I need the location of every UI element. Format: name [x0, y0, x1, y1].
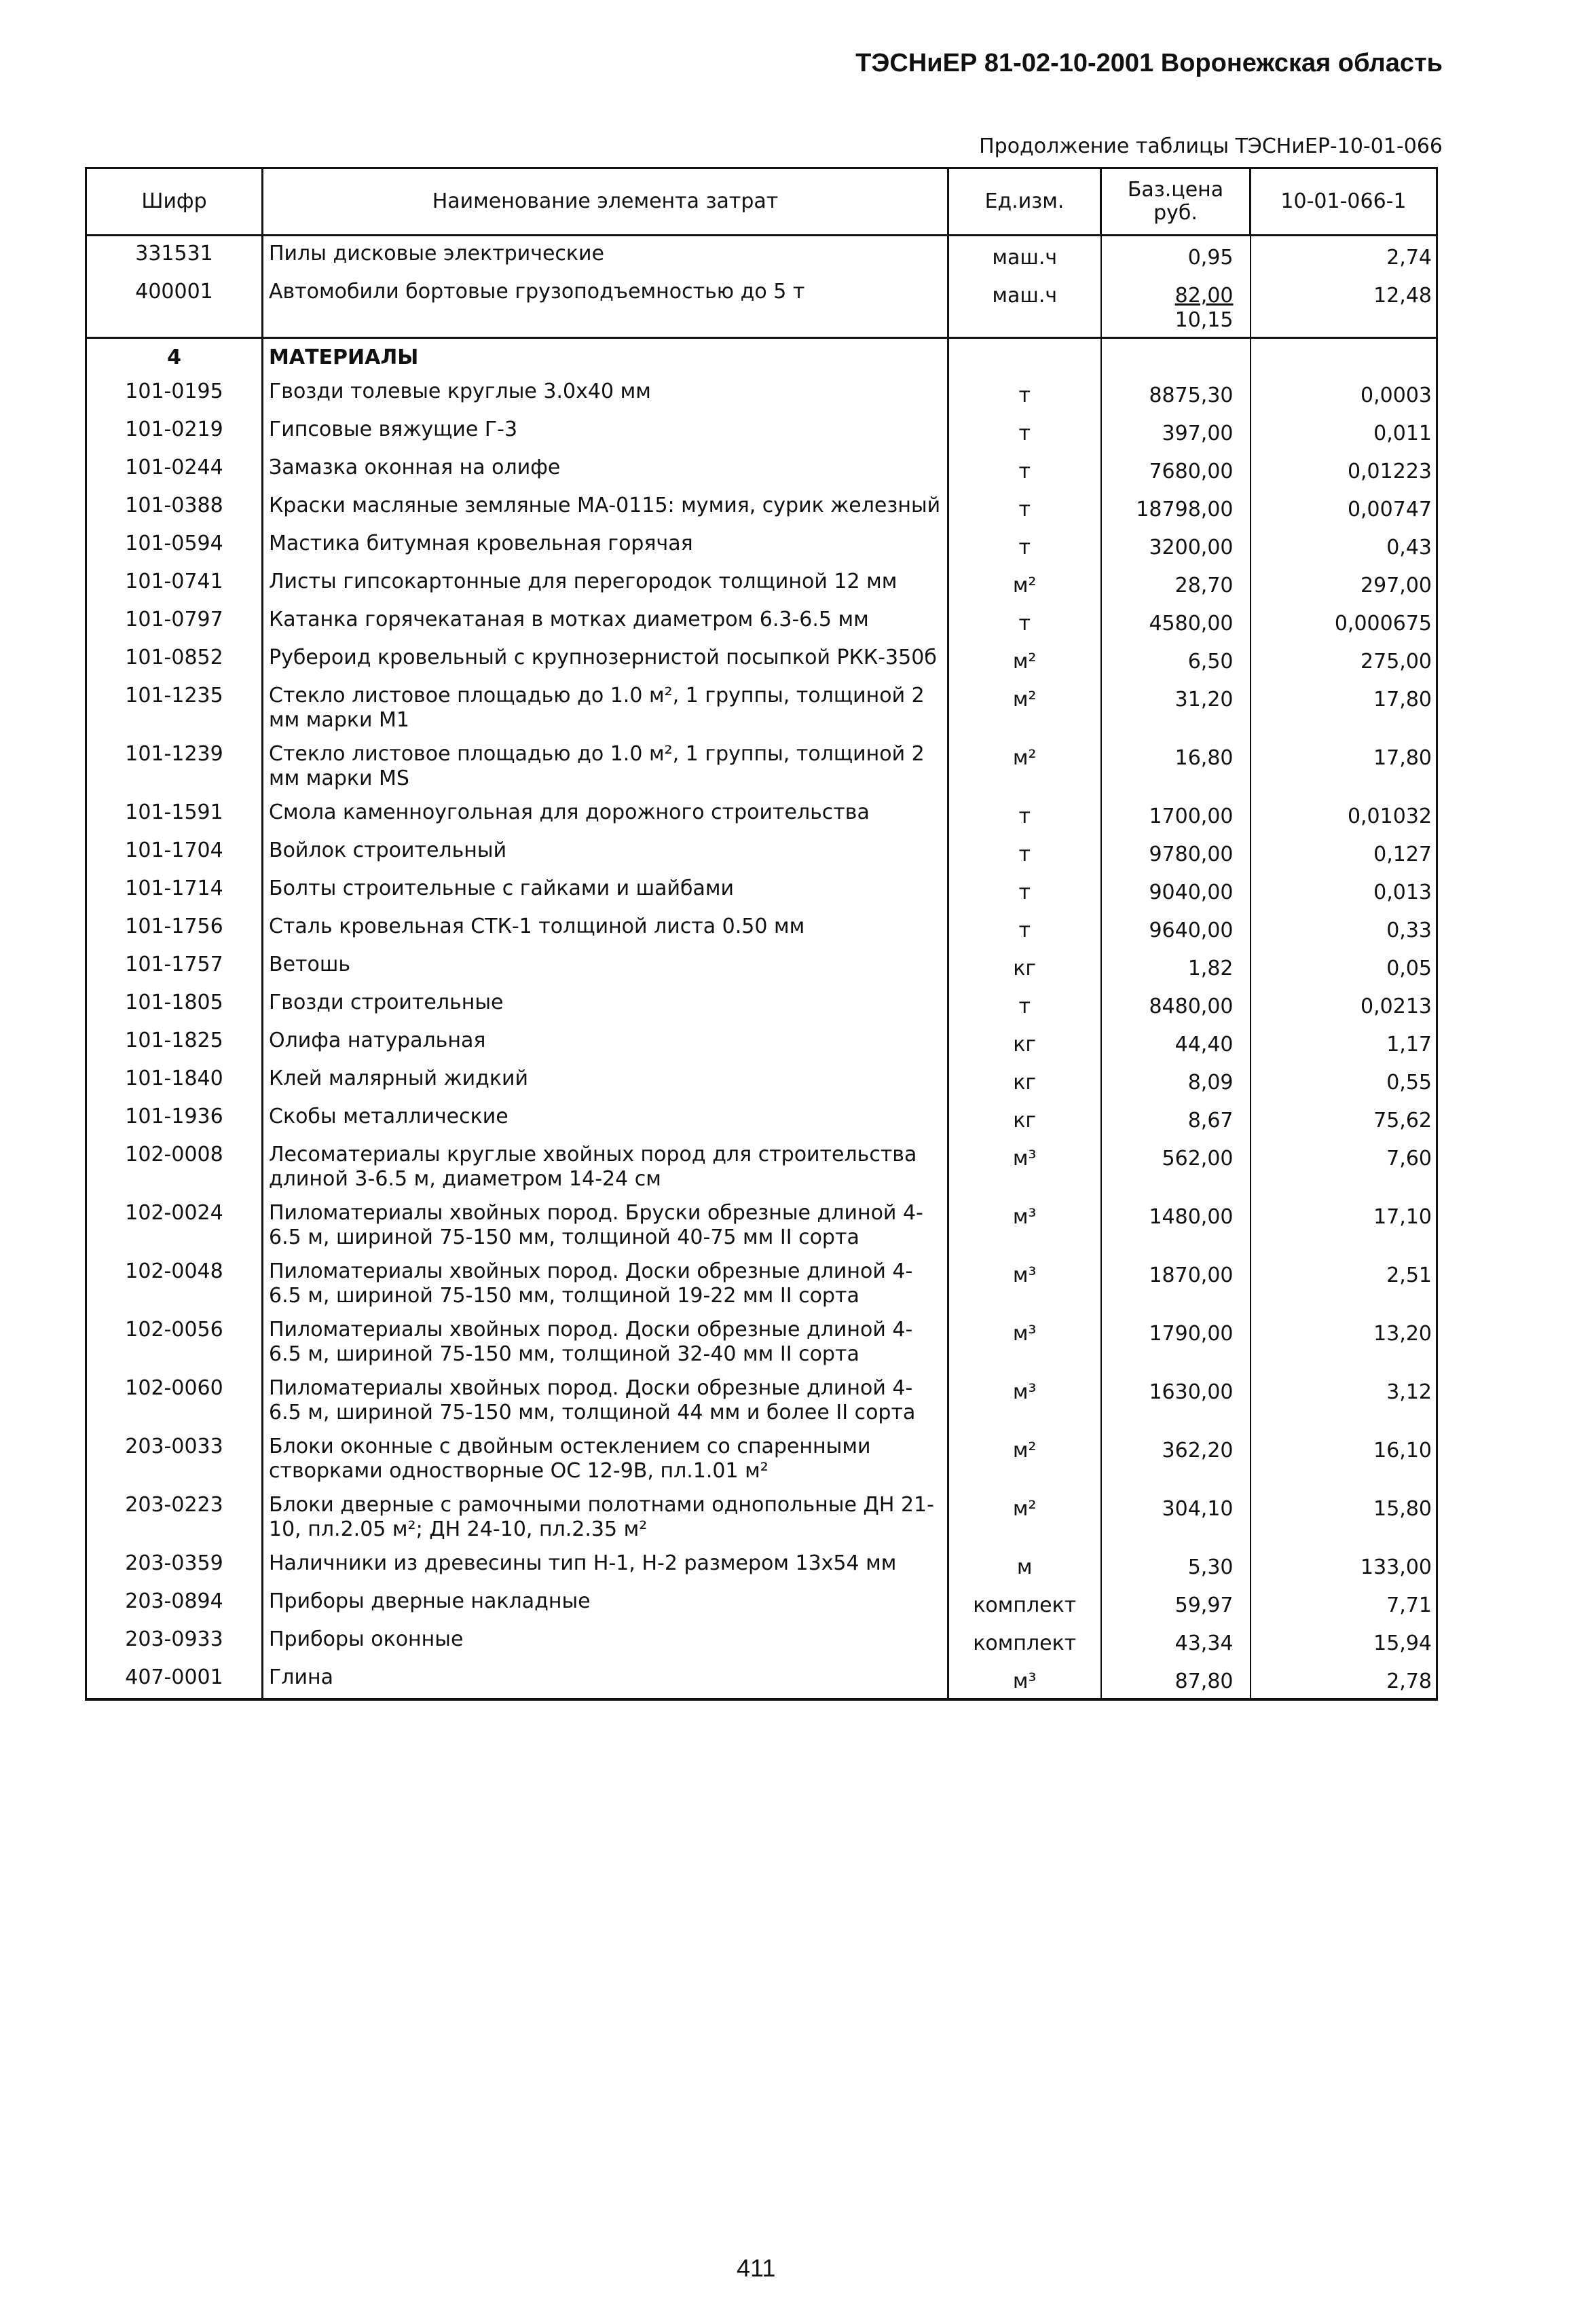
- cell-name: Скобы металлические: [263, 1099, 948, 1137]
- cell-price: 1,82: [1101, 947, 1251, 985]
- table-row: [86, 1660, 1437, 1699]
- table-row: [86, 947, 1437, 985]
- cell-unit: м³: [948, 1254, 1101, 1312]
- cell-unit: т: [948, 374, 1101, 412]
- section-row: [86, 338, 1437, 375]
- cell-unit: м³: [948, 1137, 1101, 1196]
- cell-value: 3,12: [1251, 1371, 1437, 1429]
- cell-unit: т: [948, 488, 1101, 526]
- table-row: [86, 236, 1437, 275]
- cell-name: Пилы дисковые электрические: [263, 236, 948, 275]
- cell-unit: кг: [948, 1099, 1101, 1137]
- table-row: [86, 1584, 1437, 1622]
- cell-price: 0,95: [1101, 236, 1251, 275]
- cell-value: 17,80: [1251, 737, 1437, 795]
- cell-unit: м: [948, 1546, 1101, 1584]
- cell-code: 101-1591: [86, 795, 263, 833]
- cell-name: Приборы оконные: [263, 1622, 948, 1660]
- column-header-unit: Ед.изм.: [948, 168, 1101, 236]
- cell-code: 101-0594: [86, 526, 263, 564]
- table-continuation-note: Продолжение таблицы ТЭСНиЕР-10-01-066: [979, 134, 1443, 158]
- cell-price: 28,70: [1101, 564, 1251, 602]
- cell-code: 203-0033: [86, 1429, 263, 1488]
- cell-price: 8,09: [1101, 1061, 1251, 1099]
- cell-value: 0,000675: [1251, 602, 1437, 640]
- cell-unit: т: [948, 871, 1101, 909]
- table-row: [86, 1254, 1437, 1312]
- cell-name: Пиломатериалы хвойных пород. Бруски обрезные длиной 4-6.5 м, шириной 75-150 мм, толщиной 40-75 мм II сорта: [263, 1196, 948, 1254]
- cell-value: 7,60: [1251, 1137, 1437, 1196]
- cell-value: 17,10: [1251, 1196, 1437, 1254]
- cell-code: 101-0244: [86, 450, 263, 488]
- cell-name: Краски масляные земляные МА-0115: мумия, сурик железный: [263, 488, 948, 526]
- cell-name: Лесоматериалы круглые хвойных пород для строительства длиной 3-6.5 м, диаметром 14-24 см: [263, 1137, 948, 1196]
- cell-unit: маш.ч: [948, 274, 1101, 338]
- cell-code: 102-0056: [86, 1312, 263, 1371]
- column-header-name: Наименование элемента затрат: [263, 168, 948, 236]
- cell-price: 1630,00: [1101, 1371, 1251, 1429]
- table-row: [86, 274, 1437, 338]
- cell-price: 8,67: [1101, 1099, 1251, 1137]
- cell-code: 101-0741: [86, 564, 263, 602]
- cell-price: 18798,00: [1101, 488, 1251, 526]
- cell-value: 17,80: [1251, 678, 1437, 737]
- table-row: [86, 871, 1437, 909]
- cell-name: Гвозди толевые круглые 3.0х40 мм: [263, 374, 948, 412]
- cell-name: Болты строительные с гайками и шайбами: [263, 871, 948, 909]
- table-row: [86, 1546, 1437, 1584]
- table-row: [86, 833, 1437, 871]
- cell-price: 59,97: [1101, 1584, 1251, 1622]
- cell-value: 12,48: [1251, 274, 1437, 338]
- cell-unit: т: [948, 909, 1101, 947]
- cell-name: Приборы дверные накладные: [263, 1584, 948, 1622]
- cell-value: 15,94: [1251, 1622, 1437, 1660]
- cell-price: [1101, 338, 1251, 375]
- cell-value: 2,78: [1251, 1660, 1437, 1699]
- table-row: [86, 1622, 1437, 1660]
- cell-unit: комплект: [948, 1622, 1101, 1660]
- cell-code: 400001: [86, 274, 263, 338]
- table-body: [86, 236, 1437, 1700]
- table-row: [86, 678, 1437, 737]
- cell-name: Автомобили бортовые грузоподъемностью до 5 т: [263, 274, 948, 338]
- cell-price: 44,40: [1101, 1023, 1251, 1061]
- cell-value: 2,51: [1251, 1254, 1437, 1312]
- cell-unit: м²: [948, 1488, 1101, 1546]
- table-row: [86, 985, 1437, 1023]
- cell-code: 101-1840: [86, 1061, 263, 1099]
- table-row: [86, 602, 1437, 640]
- cell-unit: м²: [948, 737, 1101, 795]
- cell-price: 1480,00: [1101, 1196, 1251, 1254]
- cell-value: 0,01223: [1251, 450, 1437, 488]
- cell-price: 4580,00: [1101, 602, 1251, 640]
- cell-code: 203-0894: [86, 1584, 263, 1622]
- cell-code: 102-0060: [86, 1371, 263, 1429]
- cell-value: 0,05: [1251, 947, 1437, 985]
- cell-code: 101-1235: [86, 678, 263, 737]
- cell-unit: комплект: [948, 1584, 1101, 1622]
- cell-name: Пиломатериалы хвойных пород. Доски обрезные длиной 4-6.5 м, шириной 75-150 мм, толщиной 19-22 мм II сорта: [263, 1254, 948, 1312]
- cell-code: 101-0219: [86, 412, 263, 450]
- cell-price: 9640,00: [1101, 909, 1251, 947]
- cell-code: 101-1825: [86, 1023, 263, 1061]
- cell-value: 133,00: [1251, 1546, 1437, 1584]
- cell-unit: м²: [948, 678, 1101, 737]
- cell-value: 0,127: [1251, 833, 1437, 871]
- cell-value: 0,00747: [1251, 488, 1437, 526]
- cell-name: Клей малярный жидкий: [263, 1061, 948, 1099]
- cell-name: Пиломатериалы хвойных пород. Доски обрезные длиной 4-6.5 м, шириной 75-150 мм, толщиной 44 мм и более II сорта: [263, 1371, 948, 1429]
- cell-value: 1,17: [1251, 1023, 1437, 1061]
- table-row: [86, 1488, 1437, 1546]
- cell-code: 101-0797: [86, 602, 263, 640]
- cell-unit: т: [948, 526, 1101, 564]
- cell-code: 101-0195: [86, 374, 263, 412]
- table-row: [86, 640, 1437, 678]
- cell-value: 75,62: [1251, 1099, 1437, 1137]
- cell-unit: т: [948, 602, 1101, 640]
- table-row: [86, 374, 1437, 412]
- cell-code: 102-0008: [86, 1137, 263, 1196]
- cell-name: Смола каменноугольная для дорожного строительства: [263, 795, 948, 833]
- cell-name: Замазка оконная на олифе: [263, 450, 948, 488]
- table-row: [86, 450, 1437, 488]
- column-header-code: Шифр: [86, 168, 263, 236]
- cell-unit: м³: [948, 1312, 1101, 1371]
- cell-value: 15,80: [1251, 1488, 1437, 1546]
- cell-value: 0,013: [1251, 871, 1437, 909]
- table-row: [86, 737, 1437, 795]
- cell-value: 0,0213: [1251, 985, 1437, 1023]
- cell-unit: т: [948, 795, 1101, 833]
- cell-name: Рубероид кровельный с крупнозернистой посыпкой РКК-350б: [263, 640, 948, 678]
- cell-unit: т: [948, 412, 1101, 450]
- cell-code: 331531: [86, 236, 263, 275]
- cell-price: 31,20: [1101, 678, 1251, 737]
- cell-price: 43,34: [1101, 1622, 1251, 1660]
- cell-code: 101-1714: [86, 871, 263, 909]
- resource-table: [85, 167, 1438, 1701]
- cell-unit: м³: [948, 1660, 1101, 1699]
- cell-name: Листы гипсокартонные для перегородок толщиной 12 мм: [263, 564, 948, 602]
- cell-name: Мастика битумная кровельная горячая: [263, 526, 948, 564]
- cell-price: 9780,00: [1101, 833, 1251, 871]
- table-row: [86, 1312, 1437, 1371]
- cell-value: 275,00: [1251, 640, 1437, 678]
- cell-code: 203-0933: [86, 1622, 263, 1660]
- cell-name: Блоки оконные с двойным остеклением со спаренными створками одностворные ОС 12-9В, пл.1.01 м²: [263, 1429, 948, 1488]
- cell-code: 101-0852: [86, 640, 263, 678]
- table-header: [86, 168, 1437, 236]
- cell-unit: маш.ч: [948, 236, 1101, 275]
- table-row: [86, 1196, 1437, 1254]
- table-row: [86, 909, 1437, 947]
- cell-value: [1251, 338, 1437, 375]
- cell-unit: м³: [948, 1371, 1101, 1429]
- cell-unit: кг: [948, 1061, 1101, 1099]
- cell-name: Гипсовые вяжущие Г-3: [263, 412, 948, 450]
- cell-name: Блоки дверные с рамочными полотнами однопольные ДН 21-10, пл.2.05 м²; ДН 24-10, пл.2.35 м²: [263, 1488, 948, 1546]
- cell-value: 0,55: [1251, 1061, 1437, 1099]
- cell-unit: м²: [948, 564, 1101, 602]
- cell-unit: м³: [948, 1196, 1101, 1254]
- cell-price: 1790,00: [1101, 1312, 1251, 1371]
- cell-value: 13,20: [1251, 1312, 1437, 1371]
- cell-price: 8875,30: [1101, 374, 1251, 412]
- column-header-value: 10-01-066-1: [1251, 168, 1437, 236]
- cell-price: 6,50: [1101, 640, 1251, 678]
- cell-name: Гвозди строительные: [263, 985, 948, 1023]
- cell-unit: т: [948, 450, 1101, 488]
- cell-value: 7,71: [1251, 1584, 1437, 1622]
- cell-value: 0,43: [1251, 526, 1437, 564]
- cell-name: Пиломатериалы хвойных пород. Доски обрезные длиной 4-6.5 м, шириной 75-150 мм, толщиной 32-40 мм II сорта: [263, 1312, 948, 1371]
- page-title: ТЭСНиЕР 81-02-10-2001 Воронежская область: [855, 49, 1443, 77]
- table-row: [86, 795, 1437, 833]
- cell-price: 304,10: [1101, 1488, 1251, 1546]
- column-header-price: Баз.цена руб.: [1101, 168, 1251, 236]
- table-row: [86, 488, 1437, 526]
- cell-price: 1700,00: [1101, 795, 1251, 833]
- cell-unit: т: [948, 985, 1101, 1023]
- cell-price: 8480,00: [1101, 985, 1251, 1023]
- cell-price: 5,30: [1101, 1546, 1251, 1584]
- cell-price: 7680,00: [1101, 450, 1251, 488]
- cell-code: 4: [86, 338, 263, 375]
- cell-value: 0,0003: [1251, 374, 1437, 412]
- cell-code: 101-1757: [86, 947, 263, 985]
- cell-value: 16,10: [1251, 1429, 1437, 1488]
- cell-name: Сталь кровельная СТК-1 толщиной листа 0.50 мм: [263, 909, 948, 947]
- cell-name: Олифа натуральная: [263, 1023, 948, 1061]
- cell-price: 362,20: [1101, 1429, 1251, 1488]
- table-row: [86, 1061, 1437, 1099]
- cell-price-primary: 82,00: [1174, 284, 1234, 308]
- cell-code: 101-0388: [86, 488, 263, 526]
- cell-price: [1101, 274, 1251, 338]
- table-row: [86, 1371, 1437, 1429]
- cell-unit: кг: [948, 1023, 1101, 1061]
- cell-name: МАТЕРИАЛЫ: [263, 338, 948, 375]
- cell-price: 1870,00: [1101, 1254, 1251, 1312]
- cell-price: 3200,00: [1101, 526, 1251, 564]
- cell-code: 101-1704: [86, 833, 263, 871]
- cell-code: 407-0001: [86, 1660, 263, 1699]
- cell-value: 0,33: [1251, 909, 1437, 947]
- table-row: [86, 1099, 1437, 1137]
- cell-code: 101-1239: [86, 737, 263, 795]
- table-row: [86, 526, 1437, 564]
- table-row: [86, 1137, 1437, 1196]
- cell-unit: т: [948, 833, 1101, 871]
- cell-value: 0,01032: [1251, 795, 1437, 833]
- cell-name: Стекло листовое площадью до 1.0 м², 1 группы, толщиной 2 мм марки М1: [263, 678, 948, 737]
- cell-price: 9040,00: [1101, 871, 1251, 909]
- table-row: [86, 1023, 1437, 1061]
- cell-price: 562,00: [1101, 1137, 1251, 1196]
- cell-value: 2,74: [1251, 236, 1437, 275]
- cell-price: 87,80: [1101, 1660, 1251, 1699]
- cell-price: 397,00: [1101, 412, 1251, 450]
- cell-price: 16,80: [1101, 737, 1251, 795]
- cell-name: Стекло листовое площадью до 1.0 м², 1 группы, толщиной 2 мм марки МS: [263, 737, 948, 795]
- cell-name: Глина: [263, 1660, 948, 1699]
- table-row: [86, 1429, 1437, 1488]
- cell-price-secondary: 10,15: [1174, 308, 1234, 332]
- table-row: [86, 412, 1437, 450]
- cell-name: Войлок строительный: [263, 833, 948, 871]
- cell-value: 297,00: [1251, 564, 1437, 602]
- cell-code: 203-0223: [86, 1488, 263, 1546]
- cell-name: Ветошь: [263, 947, 948, 985]
- page-number: 411: [737, 2254, 776, 2282]
- cell-name: Катанка горячекатаная в мотках диаметром 6.3-6.5 мм: [263, 602, 948, 640]
- cell-unit: [948, 338, 1101, 375]
- cell-code: 101-1805: [86, 985, 263, 1023]
- table-row: [86, 564, 1437, 602]
- cell-unit: м²: [948, 640, 1101, 678]
- cell-code: 101-1936: [86, 1099, 263, 1137]
- cell-unit: м²: [948, 1429, 1101, 1488]
- cell-code: 203-0359: [86, 1546, 263, 1584]
- cell-name: Наличники из древесины тип Н-1, Н-2 размером 13х54 мм: [263, 1546, 948, 1584]
- cell-value: 0,011: [1251, 412, 1437, 450]
- cell-code: 102-0024: [86, 1196, 263, 1254]
- cell-code: 102-0048: [86, 1254, 263, 1312]
- cell-code: 101-1756: [86, 909, 263, 947]
- cell-unit: кг: [948, 947, 1101, 985]
